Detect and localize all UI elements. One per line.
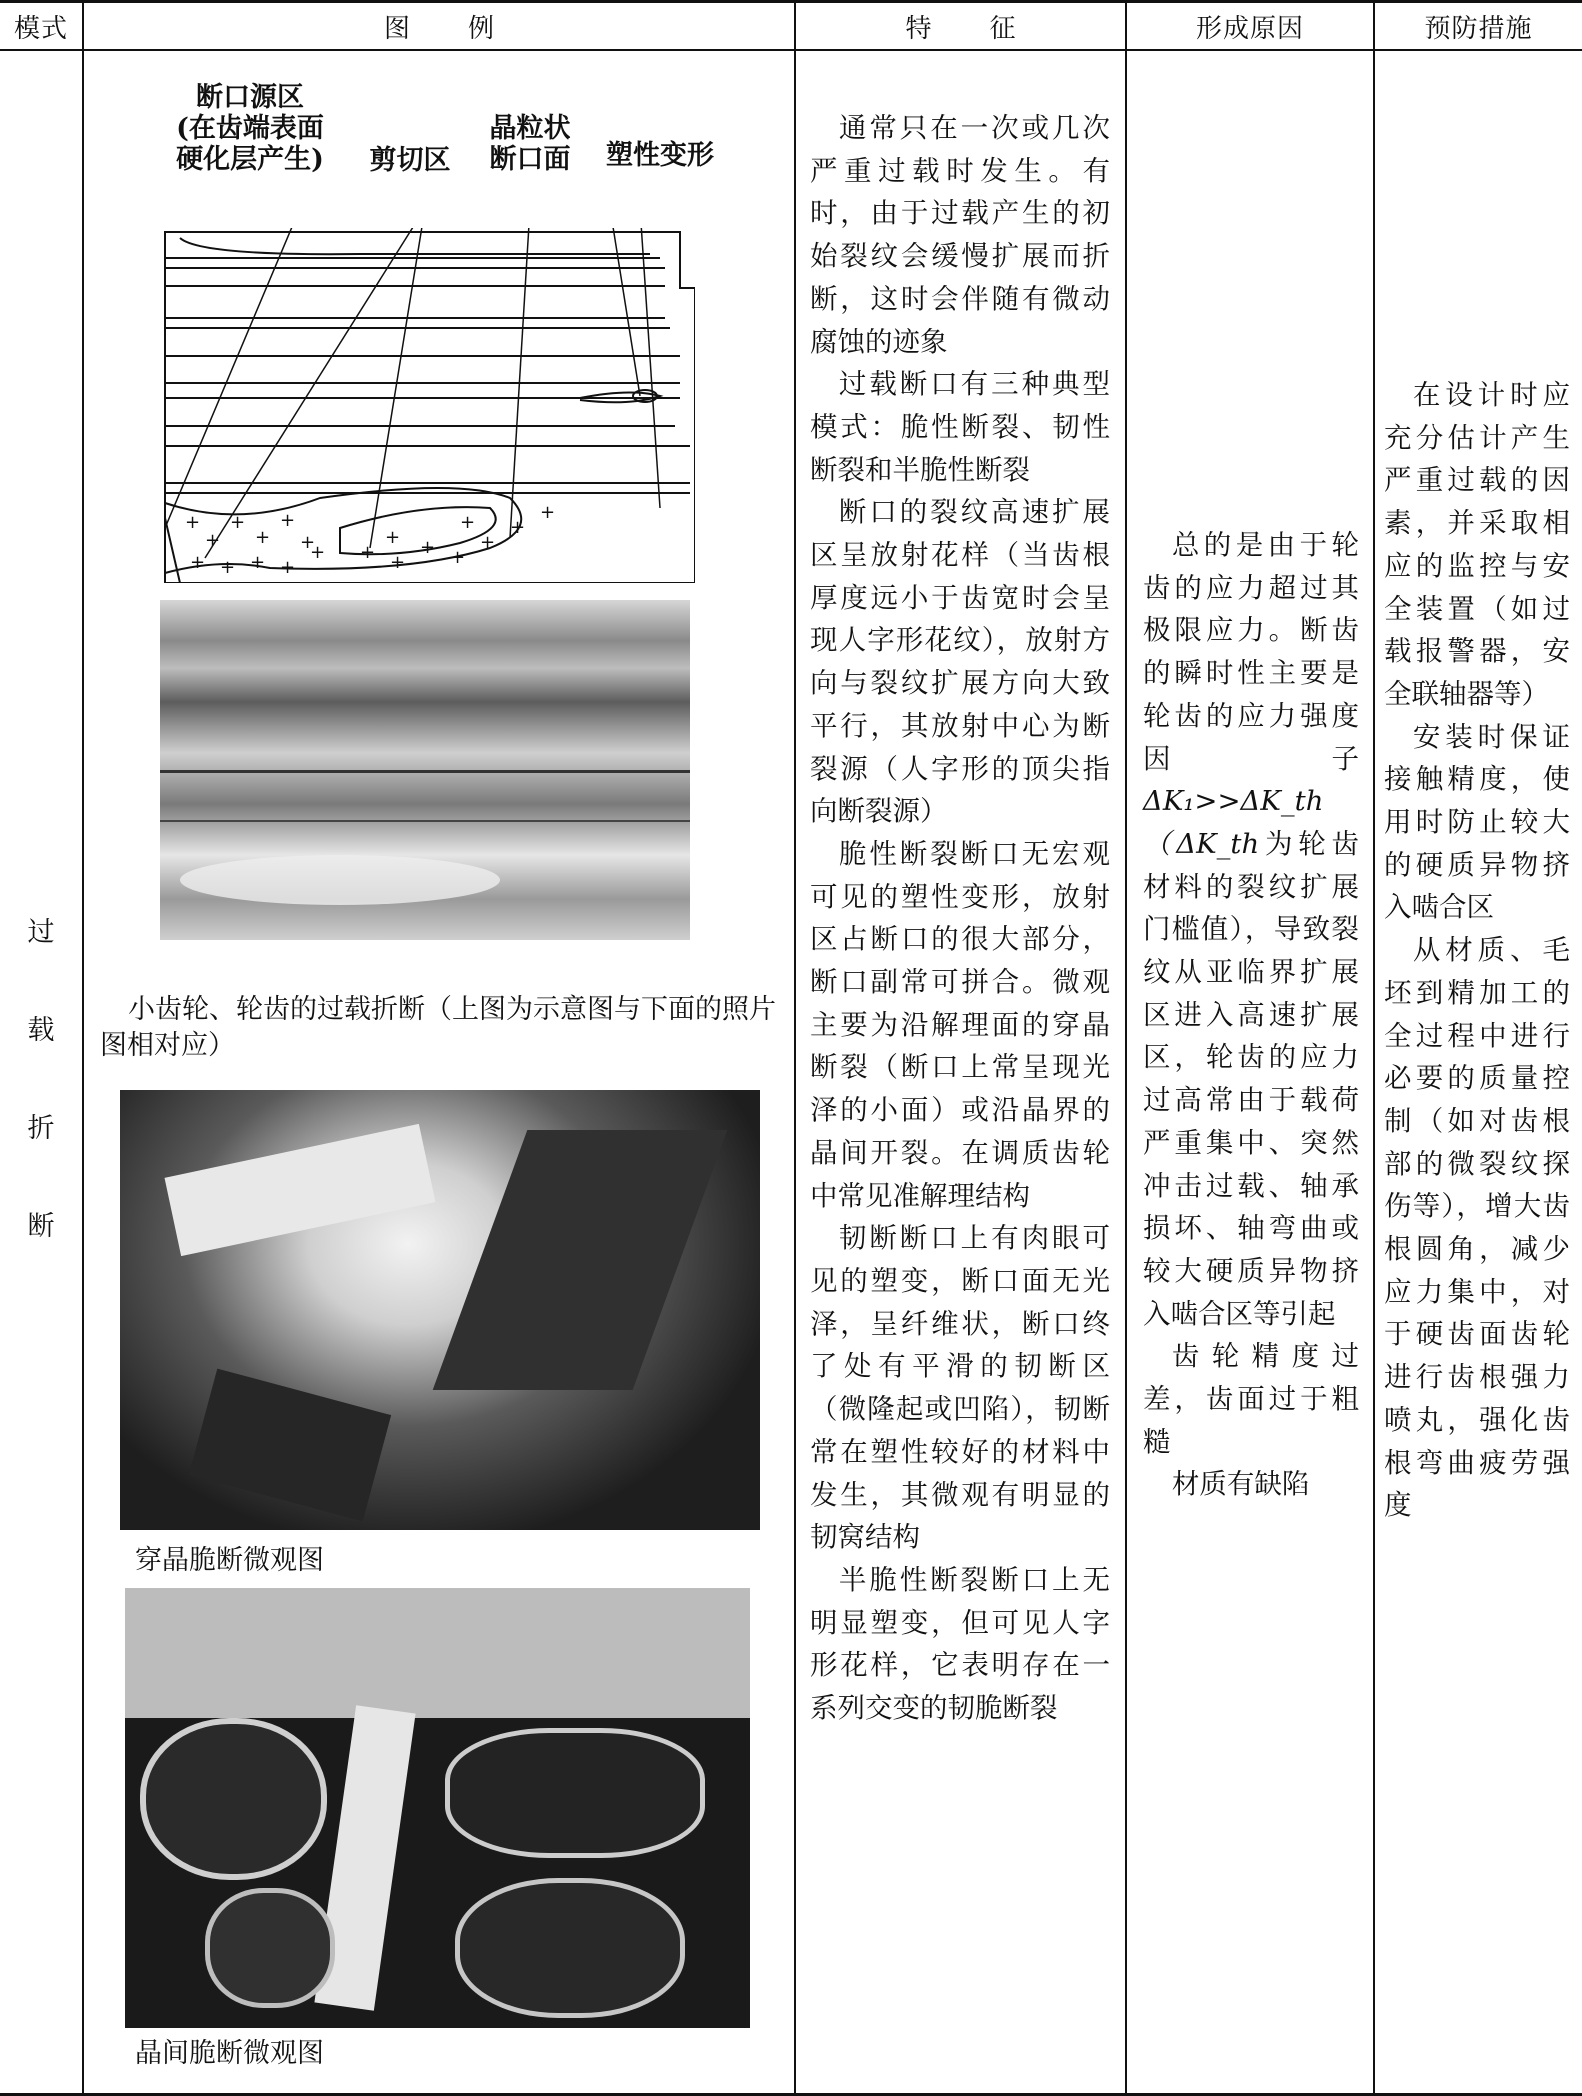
svg-text:+: + (420, 537, 436, 558)
mode-char: 载 (27, 1015, 55, 1046)
prevention-paragraph: 安装时保证接触精度，使用时防止较大的硬质异物挤入啮合区 (1384, 720, 1570, 924)
svg-text:+: + (280, 510, 296, 531)
intergranular-micrograph (125, 1588, 750, 2028)
col-divider-3 (1125, 0, 1127, 2096)
svg-text:+: + (390, 552, 406, 573)
svg-text:+: + (255, 527, 271, 548)
svg-text:+: + (190, 552, 206, 573)
svg-text:+: + (250, 552, 266, 573)
header-prevention: 预防措施 (1424, 13, 1533, 44)
prevention-paragraph: 在设计时应充分估计产生严重过载的因素，并采取相应的监控与安全装置（如过载报警器，安全联轴器等） (1384, 379, 1570, 710)
prevention-paragraph: 从材质、毛坯到精加工的全过程中进行必要的质量控制（如对齿根部的微裂纹探伤等），增大齿根圆角，减少应力集中，对于硬齿面齿轮进行齿根强力喷丸，强化齿根弯曲疲劳强度 (1384, 934, 1570, 1522)
svg-text:+: + (220, 557, 236, 578)
col-divider-1 (82, 0, 84, 2096)
feature-paragraph: 断口的裂纹高速扩展区呈放射花样（当齿根厚度远小于齿宽时会呈现人字形花纹），放射方向与裂纹扩展方向大致平行，其放射中心为断裂源（人字形的顶尖指向断裂源） (810, 496, 1110, 828)
top-border (0, 0, 1582, 3)
header-features: 特征 (905, 13, 1074, 44)
cause-paragraph: 齿轮精度过差，齿面过于粗糙 (1143, 1340, 1359, 1458)
features-text (810, 107, 1110, 1730)
header-figure: 图例 (383, 13, 552, 44)
svg-text:+: + (510, 517, 526, 538)
cause-paragraph: 材质有缺陷 (1171, 1468, 1310, 1501)
feature-paragraph: 半脆性断裂断口上无明显塑变，但可见人字形花样，它表明存在一系列交变的韧脆断裂 (810, 1563, 1110, 1725)
feature-paragraph: 韧断断口上有肉眼可见的塑变，断口面无光泽，呈纤维状，断口终了处有平滑的韧断区（微隆起或凹陷），韧断常在塑性较好的材料中发生，其微观有明显的韧窝结构 (810, 1222, 1110, 1554)
feature-paragraph: 脆性断裂断口无宏观可见的塑性变形，放射区占断口的很大部分，断口副常可拼合。微观主要为沿解理面的穿晶断裂（断口上常呈现光泽的小面）或沿晶界的晶间开裂。在调质齿轮中常见准解理结构 (810, 837, 1110, 1212)
header-mode: 模式 (13, 13, 68, 44)
prevention-text (1384, 374, 1570, 1527)
svg-text:+: + (205, 530, 221, 551)
gear-fracture-schematic (160, 228, 695, 583)
svg-text:+: + (300, 532, 316, 553)
feature-paragraph: 过载断口有三种典型模式：脆性断裂、韧性断裂和半脆性断裂 (810, 368, 1110, 486)
transgranular-micrograph (120, 1090, 760, 1530)
header-causes: 形成原因 (1195, 13, 1304, 44)
svg-text:+: + (185, 512, 201, 533)
svg-text:+: + (480, 532, 496, 553)
svg-text:+: + (230, 512, 246, 533)
mode-char: 折 (27, 1113, 55, 1144)
header-divider (0, 49, 1582, 51)
svg-text:+: + (360, 542, 376, 563)
mode-char: 断 (27, 1211, 55, 1242)
label-plastic-deformation: 塑性变形 (606, 140, 714, 171)
caption-intergranular: 晶间脆断微观图 (135, 2038, 324, 2069)
svg-text:+: + (450, 547, 466, 568)
stress-intensity-formula: ΔK₁>>ΔK_th（ΔK_th (1143, 785, 1324, 860)
cause-paragraph (1143, 524, 1359, 1335)
cause-text: 总的是由于轮齿的应力超过其极限应力。断齿的瞬时性主要是轮齿的应力强度因子 (1143, 529, 1359, 775)
cause-text: 为轮齿材料的裂纹扩展门槛值），导致裂纹从亚临界扩展区进入高速扩展区，轮齿的应力过高常由于载荷严重集中、突然冲击过载、轴承损坏、轴弯曲或较大硬质异物挤入啮合区等引起 (1143, 827, 1359, 1330)
caption-transgranular: 穿晶脆断微观图 (135, 1545, 324, 1576)
svg-text:+: + (310, 542, 326, 563)
svg-text:+: + (540, 502, 556, 523)
label-fracture-source: 断口源区 (在齿端表面 硬化层产生) (176, 82, 324, 175)
causes-text (1143, 524, 1359, 1506)
caption-overload-fracture: 小齿轮、轮齿的过载折断（上图为示意图与下面的照片图相对应） (100, 994, 776, 1061)
label-shear-zone: 剪切区 (369, 145, 451, 176)
col-divider-2 (794, 0, 796, 2096)
label-granular-surface: 晶粒状 断口面 (489, 113, 571, 175)
svg-text:+: + (460, 512, 476, 533)
feature-paragraph: 通常只在一次或几次严重过载时发生。有时，由于过载产生的初始裂纹会缓慢扩展而折断，这时会伴随有微动腐蚀的迹象 (810, 112, 1110, 358)
mode-char: 过 (27, 917, 55, 948)
fracture-photo (160, 600, 690, 940)
svg-text:+: + (385, 527, 401, 548)
col-divider-4 (1373, 0, 1375, 2096)
svg-text:+: + (280, 557, 296, 578)
